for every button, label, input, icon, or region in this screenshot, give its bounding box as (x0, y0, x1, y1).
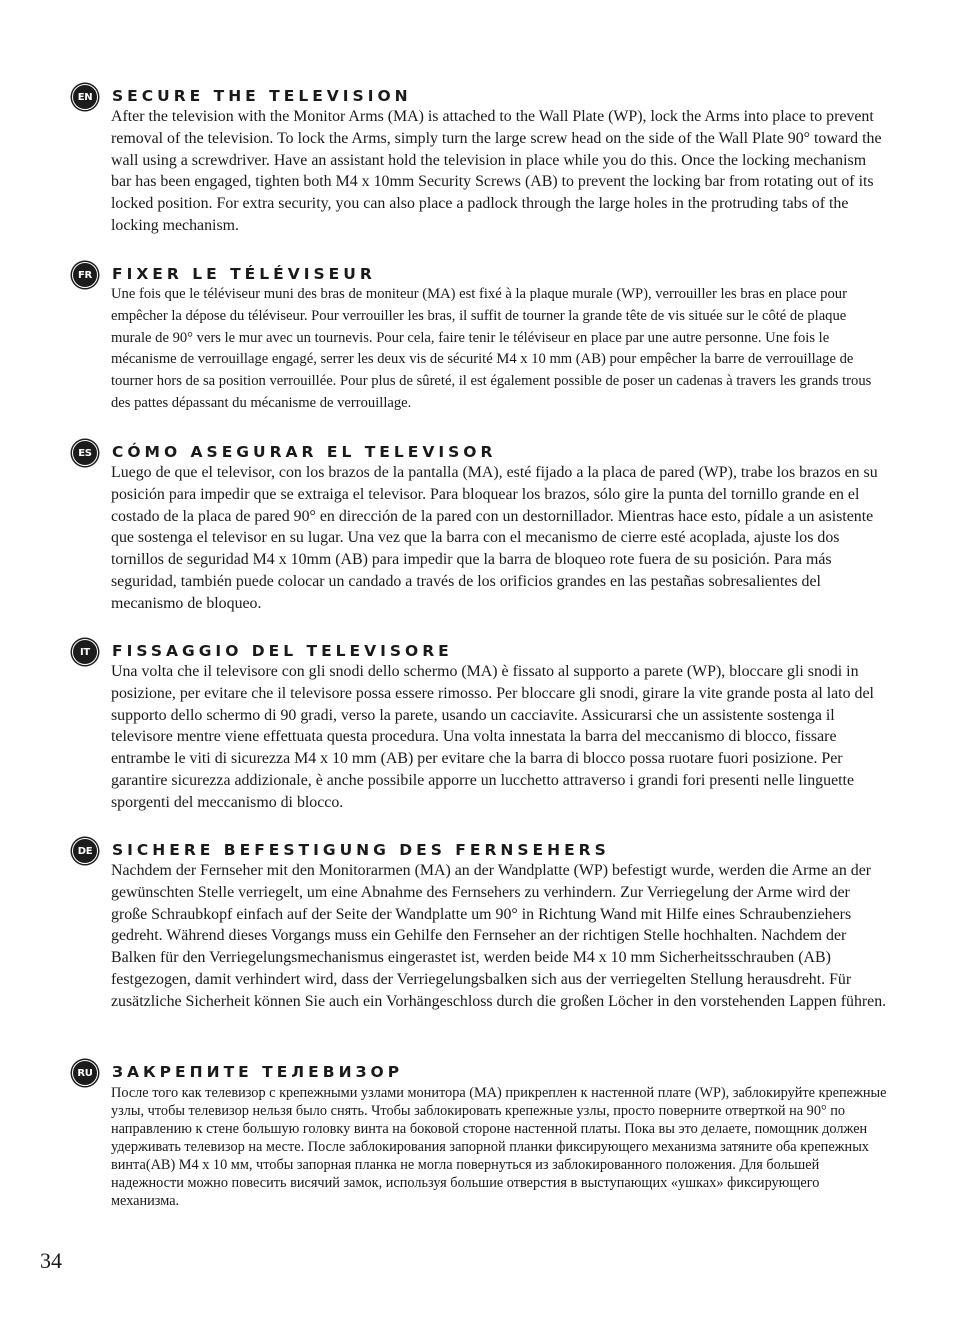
language-badge-de: DE (72, 838, 98, 864)
language-badge-ru: RU (72, 1060, 98, 1086)
section-text-it: Una volta che il televisore con gli snodi dello schermo (MA) è fissato al supporto a parete (WP), bloccare gli snodi in posizione, per evitare che il televisore possa essere rimosso. Per bloccare gli snodi, girare la vite grande posta al lato del supporto dello schermo di 90 gradi, verso la parete, usando un cacciavite. Assicurarsi che un assistente sostenga il televisore mentre viene effettuata questa procedura. Una volta innestata la barra del meccanismo di blocco, fissare entrambe le viti di sicurezza M4 x 10 mm (AB) per evitare che la barra di blocco possa ruotare fuori posizione. Per garantire sicurezza addizionale, è anche possibile apporre un lucchetto attraverso i grandi fori presenti nelle linguette sporgenti del meccanismo di blocco. (111, 663, 874, 811)
section-heading-it: FISSAGGIO DEL TELEVISORE (112, 642, 453, 660)
language-badge-en: EN (72, 84, 98, 110)
section-heading-de: SICHERE BEFESTIGUNG DES FERNSEHERS (112, 841, 610, 859)
section-text-de: Nachdem der Fernseher mit den Monitorarmen (MA) an der Wandplatte (WP) befestigt wurde, werden die Arme an der gewünschten Stelle verriegelt, um eine Abnahme des Fernsehers zu verhindern. Zur Verriegelung der Arme wird der große Schraubkopf einfach auf der Seite der Wandplatte um 90° in Richtung Wand mit Hilfe eines Schraubenziehers gedreht. Während dieses Vorgangs muss ein Gehilfe den Fernseher an der richtigen Stelle hochhalten. Nachdem der Balken für den Verriegelungsmechanismus eingerastet ist, werden beide M4 x 10 mm Sicherheitsschrauben (AB) festgezogen, damit verhindert wird, dass der Verriegelungsbalken sich aus der verriegelten Stellung herausdreht. Für zusätzliche Sicherheit können Sie auch ein Vorhängeschloss durch die großen Löcher in den vorstehenden Lappen führen. (111, 862, 887, 1010)
page-number: 34 (40, 1248, 62, 1273)
language-badge-es: ES (72, 440, 98, 466)
section-text-en: After the television with the Monitor Arms (MA) is attached to the Wall Plate (WP), lock the Arms into place to prevent removal of the television. To lock the Arms, simply turn the large screw head on the side of the Wall Plate 90° toward the wall using a screwdriver. Have an assistant hold the television in place while you do this. Once the locking mechanism bar has been engaged, tighten both M4 x 10mm Security Screws (AB) to prevent the locking bar from rotating out of its locked position. For extra security, you can also place a padlock through the large holes in the protruding tabs of the locking mechanism. (111, 108, 882, 234)
language-badge-fr: FR (72, 262, 98, 288)
section-text-ru: После того как телевизор с крепежными узлами монитора (МА) прикреплен к настенной плате (WP), заблокируйте крепежные узлы, чтобы телевизор нельзя было снять. Чтобы заблокировать крепежные узлы, просто поверните отверткой на 90° по направлению к стене большую головку винта на боковой стороне настенной платы. Пока вы это делаете, помощник должен удерживать телевизор на месте. После заблокирования запорной планки фиксирующего механизма затяните оба крепежных винта(AB) M4 x 10 мм, чтобы запорная планка не могла повернуться из заблокированного положения. Для большей надежности можно повесить висячий замок, используя большие отверстия в выступающих «ушках» фиксирующего механизма. (111, 1085, 887, 1209)
section-heading-en: SECURE THE TELEVISION (112, 87, 412, 105)
section-heading-es: CÓMO ASEGURAR EL TELEVISOR (112, 443, 497, 461)
section-text-es: Luego de que el televisor, con los brazos de la pantalla (MA), esté fijado a la placa de pared (WP), trabe los brazos en su posición para impedir que se extraiga el televisor. Para bloquear los brazos, sólo gire la punta del tornillo grande en el costado de la placa de pared 90° en dirección de la pared con un destornillador. Mientras hace esto, pídale a un asistente que sostenga el televisor en su lugar. Una vez que la barra con el mecanismo de cierre esté acoplada, ajuste los dos tornillos de seguridad M4 x 10mm (AB) para impedir que la barra de bloqueo rote fuera de su posición. Para más seguridad, también puede colocar un candado a través de los orificios grandes en las pestañas sobresalientes del mecanismo de bloqueo. (111, 464, 878, 612)
language-badge-it: IT (72, 639, 98, 665)
section-text-fr: Une fois que le téléviseur muni des bras de moniteur (MA) est fixé à la plaque murale (WP), verrouiller les bras en place pour empêcher la dépose du téléviseur. Pour verrouiller les bras, il suffit de tourner la grande tête de vis située sur le côté de plaque murale de 90° vers le mur avec un tournevis. Pour cela, faire tenir le téléviseur en place par une autre personne. Une fois le mécanisme de verrouillage engagé, serrer les deux vis de sécurité M4 x 10 mm (AB) pour empêcher la barre de verrouillage de tourner hors de sa position verrouillée. Pour plus de sûreté, il est également possible de poser un cadenas à travers les grands trous des pattes dépassant du mécanisme de verrouillage. (111, 286, 872, 411)
section-heading-ru: ЗАКРЕПИТЕ ТЕЛЕВИЗОР (112, 1063, 404, 1081)
section-heading-fr: FIXER LE TÉLÉVISEUR (112, 265, 376, 283)
